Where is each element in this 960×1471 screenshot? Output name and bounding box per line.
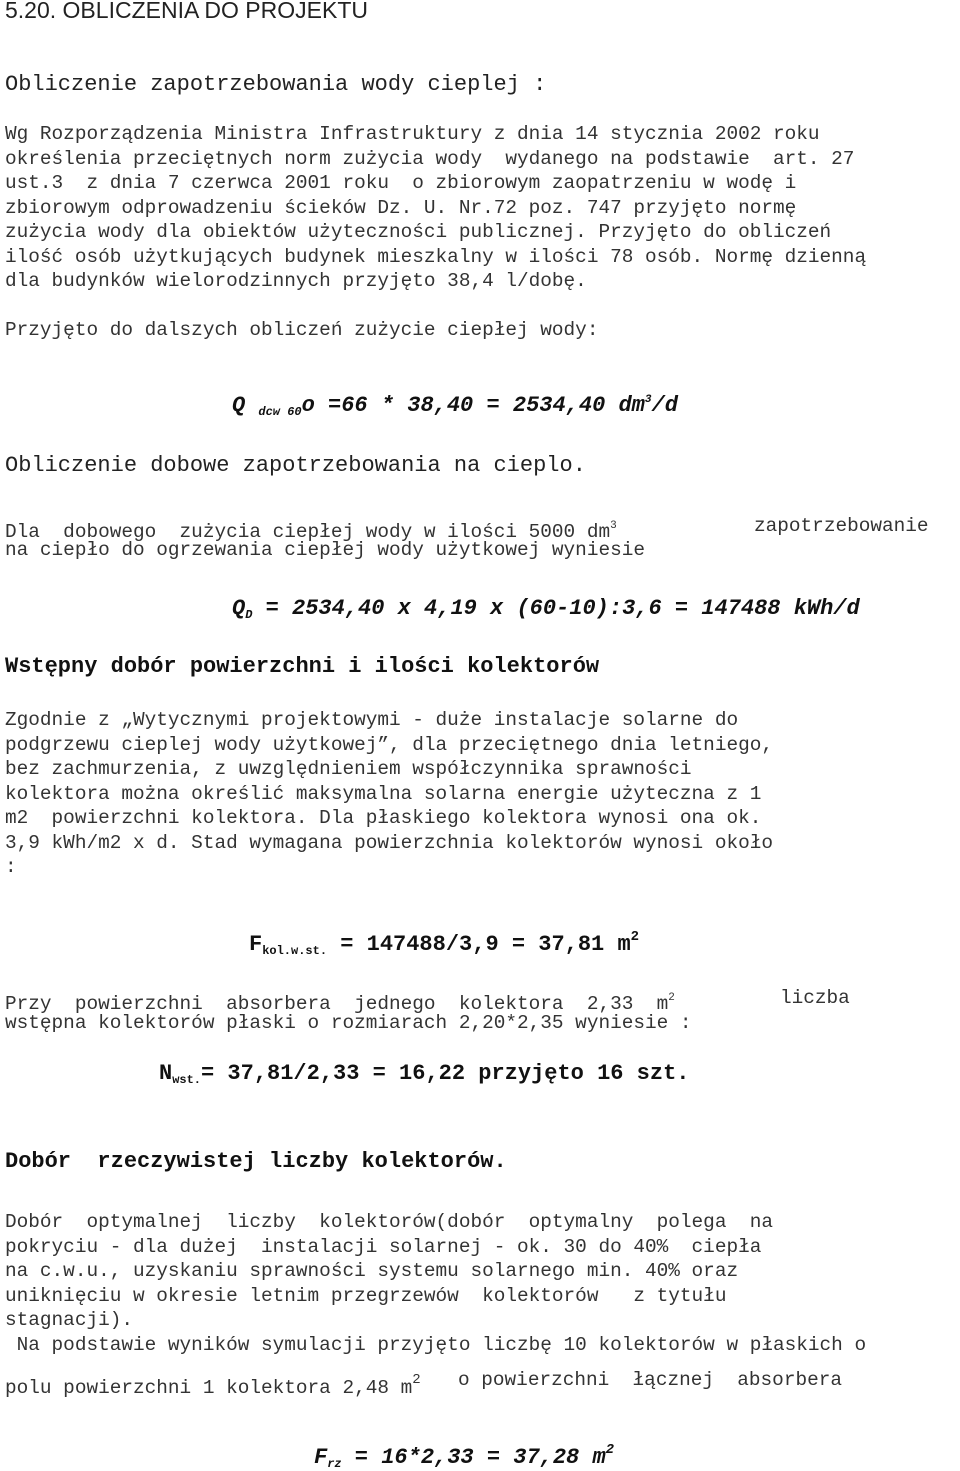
heading-hot-water: Obliczenie zapotrzebowania wody cieplej : [5, 72, 547, 97]
heading-collector-selection: Wstępny dobór powierzchni i ilości kolektorów [5, 654, 600, 679]
paragraph-line: wstępna kolektorów płaski o rozmiarach 2,20*2,35 wyniesie : [5, 1012, 692, 1034]
paragraph-line-right: liczba [780, 987, 850, 1009]
formula-qd: $Q_D = 2534,40$ x 4,19 x (60-10):3,6 = 147488 kWh/d [232, 596, 860, 622]
paragraph-line: Dla dobowego zużycia ciepłej wody w ilości 5000 $dm^3$ [5, 520, 617, 543]
paragraph-line: na c.w.u., uzyskaniu sprawności systemu solarnego min. 40% oraz [5, 1260, 739, 1282]
paragraph-line: stagnacji). [5, 1309, 133, 1331]
paragraph-line: m2 powierzchni kolektora. Dla płaskiego kolektora wynosi ona ok. [5, 807, 762, 829]
formula-f-kol: $F_{kol.w.st.} = 147488/3,9 = 37,81$ $m^2$ [249, 929, 640, 958]
paragraph-line: Wg Rozporządzenia Ministra Infrastruktury z dnia 14 stycznia 2002 roku [5, 123, 820, 145]
paragraph-line: Dobór optymalnej liczby kolektorów(dobór optymalny polega na [5, 1211, 773, 1233]
formula-n-wst: $N_{wst.}= 37,81/2,33 = 16,22$ przyjęto 16 szt. [159, 1061, 690, 1087]
paragraph-line: : [5, 856, 17, 878]
paragraph-line: Na podstawie wyników symulacji przyjęto liczbę 10 kolektorów w płaskich o [5, 1334, 867, 1356]
heading-actual-count: Dobór rzeczywistej liczby kolektorów. [5, 1149, 507, 1174]
paragraph-line: podgrzewu cieplej wody użytkowej”, dla przeciętnego dnia letniego, [5, 734, 773, 756]
section-title: 5.20. OBLICZENIA DO PROJEKTU [5, 0, 368, 23]
paragraph-line-right: zapotrzebowanie [754, 515, 929, 537]
paragraph-line: Zgodnie z „Wytycznymi projektowymi - duże instalacje solarne do [5, 709, 739, 731]
paragraph-line: ilość osób użytkujących budynek mieszkalny w ilości 78 osób. Normę dzienną [5, 246, 867, 268]
paragraph-line: zbiorowym odprowadzeniu ścieków Dz. U. Nr.72 poz. 747 przyjęto normę [5, 197, 797, 219]
heading-daily-heat: Obliczenie dobowe zapotrzebowania na cieplo. [5, 453, 586, 478]
formula-q-dcw: Q $_{dcw 60}$o =66 * 38,40 = 2534,40 $dm^3/d$ [232, 393, 678, 419]
paragraph-line: ust.3 z dnia 7 czerwca 2001 roku o zbiorowym zaopatrzeniu w wodę i [5, 172, 797, 194]
paragraph-line: Przy powierzchni absorbera jednego kolektora 2,33 $m^2$ [5, 992, 675, 1015]
paragraph-line: zużycia wody dla obiektów użyteczności publicznej. Przyjęto do obliczeń [5, 221, 832, 243]
formula-f-rz: $F_{rz} = 16*2,33 = 37,28$ $m^2$ [314, 1442, 615, 1471]
paragraph-line-right: o powierzchni łącznej absorbera [458, 1369, 842, 1391]
paragraph-line: 3,9 kWh/m2 x d. Stad wymagana powierzchnia kolektorów wynosi około [5, 832, 773, 854]
paragraph-line: polu powierzchni 1 kolektora 2,48 $m^2$ [5, 1372, 421, 1399]
paragraph-line: na ciepło do ogrzewania ciepłej wody użytkowej wyniesie [5, 539, 645, 561]
paragraph-line: dla budynków wielorodzinnych przyjęto 38,4 l/dobę. [5, 270, 587, 292]
paragraph-line: określenia przeciętnych norm zużycia wody wydanego na podstawie art. 27 [5, 148, 855, 170]
paragraph-line: uniknięciu w okresie letnim przegrzewów kolektorów z tytułu [5, 1285, 727, 1307]
paragraph-line: kolektora można określić maksymalna solarna energie użyteczna z 1 [5, 783, 762, 805]
paragraph-line: bez zachmurzenia, z uwzględnieniem współczynnika sprawności [5, 758, 692, 780]
paragraph-line: pokryciu - dla dużej instalacji solarnej - ok. 30 do 40% ciepła [5, 1236, 762, 1258]
note-line: Przyjęto do dalszych obliczeń zużycie ciepłej wody: [5, 319, 599, 341]
